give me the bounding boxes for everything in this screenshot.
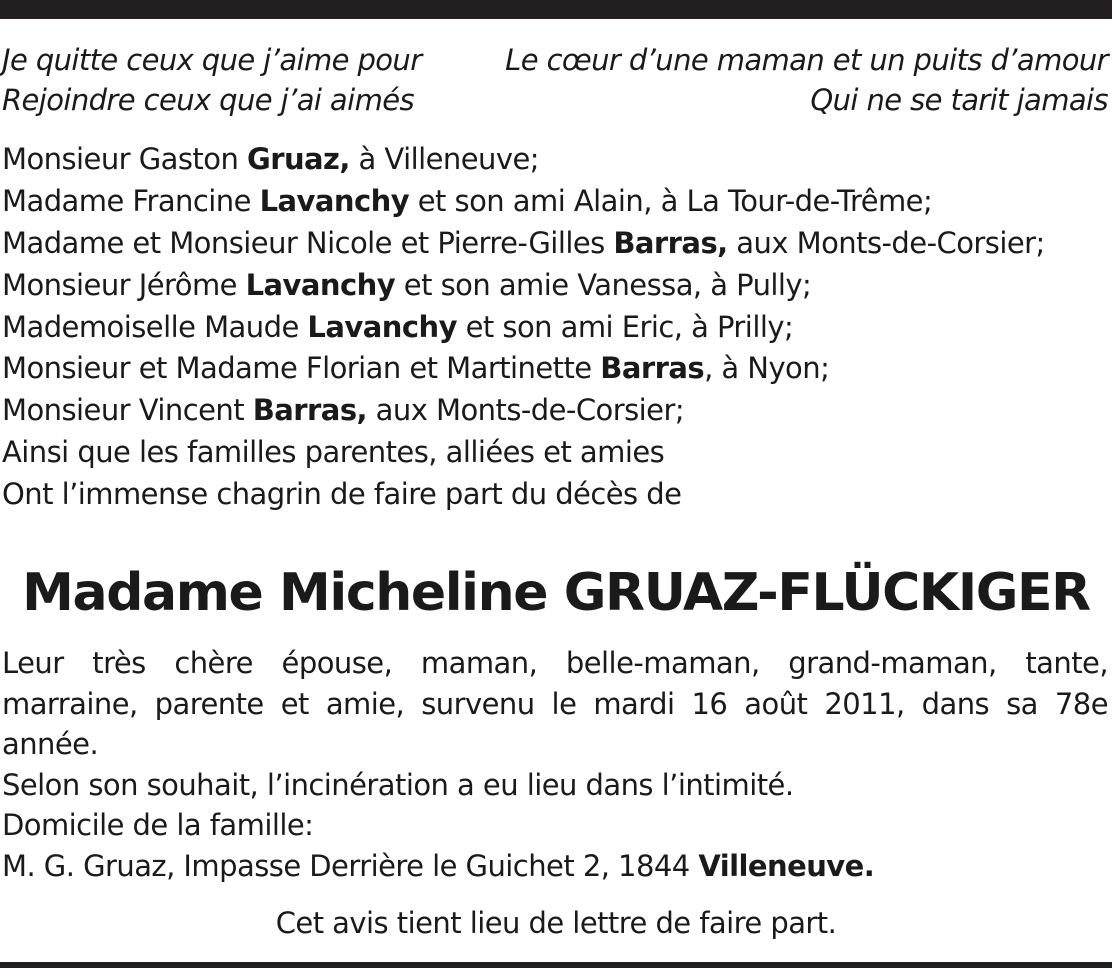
family-line: Monsieur et Madame Florian et Martinette Barras, à Nyon; <box>2 351 830 386</box>
family-line: Monsieur Vincent Barras, aux Monts-de-Corsier; <box>2 393 685 428</box>
family-line: Madame Francine Lavanchy et son ami Alain, à La Tour-de-Trême; <box>2 183 933 218</box>
family-surname: Gruaz, <box>246 142 350 176</box>
cremation-note: Selon son souhait, l’incinération a eu lieu dans l’intimité. <box>2 767 794 802</box>
family-surname: Barras, <box>252 393 367 428</box>
family-surname: Barras, <box>613 225 728 260</box>
family-line: Monsieur Jérôme Lavanchy et son amie Vanessa, à Pully; <box>2 267 812 302</box>
family-line: Madame et Monsieur Nicole et Pierre-Gilles Barras, aux Monts-de-Corsier; <box>2 225 1045 260</box>
family-line: Ainsi que les familles parentes, alliées et amies <box>2 435 665 470</box>
closing-note: Cet avis tient lieu de lettre de faire part. <box>275 906 837 940</box>
family-address: M. G. Gruaz, Impasse Derrière le Guichet 2, 1844 Villeneuve. <box>2 848 875 883</box>
family-domicile-label: Domicile de la famille: <box>2 808 314 842</box>
body-line-2: marraine, parente et amie, survenu le mardi 16 août 2011, dans sa 78e <box>2 686 1108 721</box>
epigraph-left-line-2: Rejoindre ceux que j’ai aimés <box>2 83 414 117</box>
family-surname: Lavanchy <box>259 183 410 218</box>
family-surname: Barras <box>600 351 705 386</box>
epigraph-left-line-1: Je quitte ceux que j’aime pour <box>2 43 422 77</box>
epigraph-right-line-2: Qui ne se tarit jamais <box>810 83 1108 117</box>
epigraph-left <box>2 40 422 120</box>
deceased-name: Madame Micheline GRUAZ-FLÜCKIGER <box>22 563 1090 623</box>
address-city: Villeneuve. <box>698 848 875 883</box>
epigraph-right <box>505 40 1108 120</box>
family-surname: Lavanchy <box>245 267 396 302</box>
epigraph-right-line-1: Le cœur d’une maman et un puits d’amour <box>505 43 1108 77</box>
body-line-3: année. <box>2 727 99 761</box>
family-surname: Lavanchy <box>307 309 457 344</box>
body-line-1: Leur très chère épouse, maman, belle-maman, grand-maman, tante, <box>2 646 1108 680</box>
bottom-rule <box>0 962 1112 968</box>
announcement-body <box>2 643 1108 886</box>
family-line: Mademoiselle Maude Lavanchy et son ami Eric, à Prilly; <box>2 309 794 344</box>
top-rule <box>0 0 1112 19</box>
family-list <box>2 139 1045 516</box>
family-line: Ont l’immense chagrin de faire part du décès de <box>2 477 682 512</box>
family-line: Monsieur Gaston Gruaz, à Villeneuve; <box>2 142 539 176</box>
